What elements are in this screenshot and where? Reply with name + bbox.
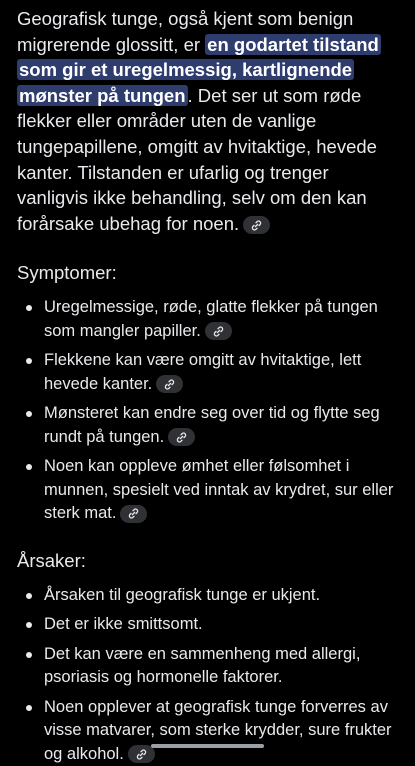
- link-icon: [212, 325, 225, 338]
- highlighted-text[interactable]: en godartet tilstand som gir et uregelmessig, kartlignende mønster på tungen: [19, 33, 379, 106]
- bullet-dot: [26, 593, 32, 599]
- intro-text-before: Geografisk tunge, også kjent som benign migrerende glossitt, er: [17, 8, 354, 55]
- bullet-dot: [26, 705, 32, 711]
- source-link-button[interactable]: [128, 745, 155, 763]
- home-indicator[interactable]: [151, 744, 264, 748]
- bullet-dot: [26, 622, 32, 628]
- link-icon: [163, 378, 176, 391]
- symptom-text: Noen kan oppleve ømhet eller følsomhet i munnen, spesielt ved inntak av krydret, sur eller sterk mat.: [44, 457, 394, 523]
- link-icon: [135, 748, 148, 761]
- intro-paragraph: [17, 6, 401, 236]
- source-link-button[interactable]: [243, 216, 270, 234]
- cause-text: Noen opplever at geografisk tunge forverres av visse matvarer, som sterke krydder, sure frukter og alkohol.: [44, 697, 392, 763]
- bullet-dot: [26, 358, 32, 364]
- link-icon: [127, 507, 140, 520]
- symptom-text: Uregelmessige, røde, glatte flekker på tungen som mangler papiller.: [44, 298, 378, 340]
- bullet-dot: [26, 411, 32, 417]
- cause-item: [17, 584, 401, 608]
- symptom-item: [17, 349, 401, 396]
- causes-list: [17, 584, 401, 766]
- source-link-button[interactable]: [205, 322, 232, 340]
- cause-item: [17, 613, 401, 637]
- cause-text: Det kan være en sammenheng med allergi, psoriasis og hormonelle faktorer.: [44, 644, 361, 687]
- cause-text: Det er ikke smittsomt.: [44, 615, 203, 634]
- intro-text-after: . Det ser ut som røde flekker eller områder uten de vanlige tungepapillene, omgitt av hvitaktige, hevede kanter. Tilstanden er ufarlig og trenger vanligvis ikke behandling, selv om den kan forårsake ubehag for noen.: [17, 84, 377, 234]
- link-icon: [175, 431, 188, 444]
- symptom-text: Mønsteret kan endre seg over tid og flytte seg rundt på tungen.: [44, 404, 380, 446]
- source-link-button[interactable]: [156, 375, 183, 393]
- symptoms-heading: Symptomer:: [17, 262, 117, 284]
- link-icon: [250, 219, 263, 232]
- source-link-button[interactable]: [168, 428, 195, 446]
- causes-heading: Årsaker:: [17, 549, 86, 571]
- cause-text: Årsaken til geografisk tunge er ukjent.: [44, 585, 321, 604]
- symptom-item: [17, 402, 401, 449]
- symptom-text: Flekkene kan være omgitt av hvitaktige, lett hevede kanter.: [44, 351, 362, 393]
- cause-item: [17, 696, 401, 766]
- symptom-item: [17, 296, 401, 343]
- cause-item: [17, 643, 401, 690]
- source-link-button[interactable]: [120, 505, 147, 523]
- bullet-dot: [26, 464, 32, 470]
- symptoms-list: [17, 296, 401, 526]
- bullet-dot: [26, 652, 32, 658]
- symptom-item: [17, 455, 401, 526]
- bullet-dot: [26, 305, 32, 311]
